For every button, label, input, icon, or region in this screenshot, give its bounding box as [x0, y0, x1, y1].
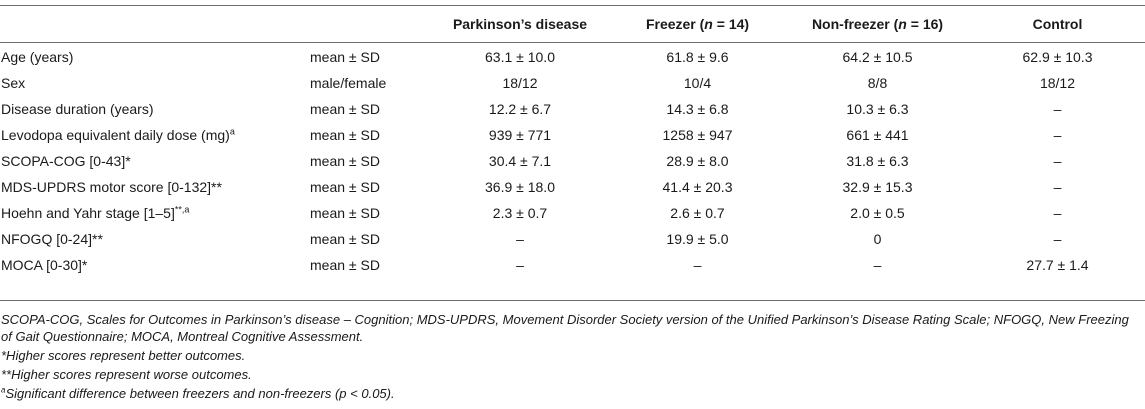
cell-pd: 12.2 ± 6.7 [488, 101, 552, 117]
cell-freezer: 41.4 ± 20.3 [662, 179, 733, 195]
cell-control: – [1053, 231, 1062, 247]
demographics-table [0, 5, 1145, 278]
table-row [0, 200, 1145, 226]
header-non-freezer-prefix: Non-freezer ( [811, 15, 899, 32]
table-row [0, 148, 1145, 174]
header-variable [0, 5, 310, 42]
cell-non-freezer: 31.8 ± 6.3 [846, 153, 909, 169]
row-label [0, 200, 310, 226]
cell-freezer: – [693, 257, 702, 273]
header-control: Control [1032, 15, 1083, 32]
footnote-abbreviations: SCOPA-COG, Scales for Outcomes in Parkinson’s disease – Cognition; MDS-UPDRS, Movement Disorder Society version of the Unified Parkinson’s Disease Rating Scale; NFOGQ, New Freezing of Gait Questionnaire; MOCA, Montreal Cognitive Assessment. [1, 312, 1129, 344]
row-stat: male/female [310, 75, 387, 91]
footnote-double-star: **Higher scores represent worse outcomes. [1, 367, 252, 382]
cell-freezer: 61.8 ± 9.6 [666, 49, 729, 65]
header-freezer-suffix: = 14) [712, 15, 750, 32]
header-non-freezer-n: n [898, 15, 907, 32]
header-parkinsons-disease: Parkinson’s disease [452, 15, 588, 32]
cell-control: – [1053, 101, 1062, 117]
cell-freezer: 14.3 ± 6.8 [666, 101, 729, 117]
row-stat: mean ± SD [310, 153, 380, 169]
header-row [0, 5, 1145, 42]
row-label-text: Sex [1, 75, 26, 91]
table-bottom-rule [0, 300, 1145, 301]
row-label-text: Age (years) [1, 49, 74, 65]
row-stat: mean ± SD [310, 127, 380, 143]
row-label-text: Hoehn and Yahr stage [1–5] [1, 205, 175, 221]
cell-pd: 63.1 ± 10.0 [485, 49, 555, 65]
cell-pd: – [516, 231, 524, 247]
row-label-text: Levodopa equivalent daily dose (mg) [1, 127, 230, 143]
header-freezer-prefix: Freezer ( [645, 15, 705, 32]
table-row [0, 174, 1145, 200]
cell-non-freezer: 10.3 ± 6.3 [846, 101, 909, 117]
cell-control: 27.7 ± 1.4 [1026, 257, 1089, 273]
table-row [0, 70, 1145, 96]
table-row [0, 226, 1145, 252]
table-row [0, 42, 1145, 70]
cell-freezer: 19.9 ± 5.0 [666, 231, 729, 247]
footnote-single-star: *Higher scores represent better outcomes. [1, 348, 246, 363]
cell-control: – [1053, 127, 1062, 143]
table-body [0, 42, 1145, 278]
cell-non-freezer: 661 ± 441 [846, 127, 909, 143]
row-stat: mean ± SD [310, 231, 380, 247]
header-non-freezer [785, 5, 970, 42]
header-statistic [310, 5, 430, 42]
cell-pd: – [516, 257, 524, 273]
row-label [0, 252, 310, 278]
row-label [0, 42, 310, 70]
cell-freezer: 28.9 ± 8.0 [666, 153, 729, 169]
row-label [0, 148, 310, 174]
header-freezer [610, 5, 785, 42]
row-label [0, 96, 310, 122]
cell-pd: 30.4 ± 7.1 [488, 153, 552, 169]
cell-non-freezer: 2.0 ± 0.5 [850, 205, 905, 221]
row-label [0, 122, 310, 148]
cell-pd: 2.3 ± 0.7 [492, 205, 548, 221]
header-freezer-n: n [704, 15, 713, 32]
row-label-text: MOCA [0-30]* [1, 257, 88, 273]
cell-control: – [1053, 153, 1062, 169]
cell-pd: 18/12 [502, 75, 538, 91]
table-row [0, 122, 1145, 148]
row-label-text: MDS-UPDRS motor score [0-132]** [1, 179, 222, 195]
row-label-sup: a [229, 126, 235, 137]
cell-control: – [1053, 205, 1062, 221]
footnote-significance [1, 385, 1141, 402]
cell-freezer: 1258 ± 947 [662, 127, 733, 143]
cell-non-freezer: – [873, 257, 882, 273]
cell-pd: 36.9 ± 18.0 [485, 179, 555, 195]
cell-control: 62.9 ± 10.3 [1022, 49, 1093, 65]
row-label [0, 70, 310, 96]
row-label-text: NFOGQ [0-24]** [1, 231, 103, 247]
row-label [0, 226, 310, 252]
cell-non-freezer: 64.2 ± 10.5 [842, 49, 913, 65]
row-label-sup: **,a [174, 204, 190, 215]
cell-freezer: 2.6 ± 0.7 [670, 205, 725, 221]
table-header [0, 5, 1145, 42]
footnote-significance-text: Significant difference between freezers and non-freezers (p < 0.05). [5, 386, 395, 401]
footnote-significance-sup: a [1, 385, 6, 395]
row-stat: mean ± SD [310, 101, 380, 117]
row-label-text: SCOPA-COG [0-43]* [1, 153, 131, 169]
cell-control: 18/12 [1039, 75, 1076, 91]
row-stat: mean ± SD [310, 179, 380, 195]
cell-non-freezer: 0 [873, 231, 882, 247]
table-row [0, 252, 1145, 278]
row-stat: mean ± SD [310, 257, 380, 273]
row-stat: mean ± SD [310, 205, 380, 221]
cell-pd: 939 ± 771 [488, 127, 552, 143]
cell-non-freezer: 32.9 ± 15.3 [842, 179, 913, 195]
row-label-text: Disease duration (years) [1, 101, 154, 117]
cell-control: – [1053, 179, 1062, 195]
row-label [0, 174, 310, 200]
table-row [0, 96, 1145, 122]
header-non-freezer-suffix: = 16) [906, 15, 944, 32]
cell-non-freezer: 8/8 [867, 75, 888, 91]
table-footnotes [1, 311, 1141, 404]
cell-freezer: 10/4 [683, 75, 712, 91]
row-stat: mean ± SD [310, 49, 380, 65]
